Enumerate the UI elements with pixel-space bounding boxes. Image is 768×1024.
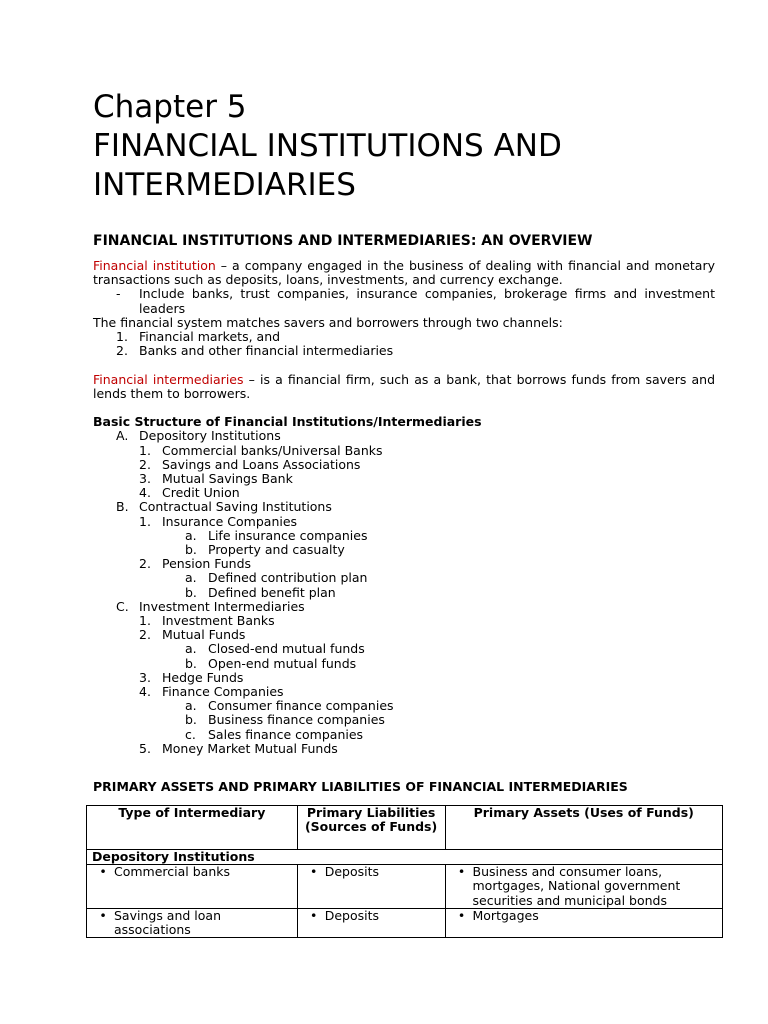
outline-item (93, 713, 715, 727)
financial-institution-text: – a company engaged in the business of dealing with financial and monetary transactions such as deposits, loans, investments, and currency exchange. (93, 258, 715, 288)
outline-marker: 3. (139, 669, 151, 685)
table-cell-assets (445, 908, 723, 937)
outline-item (93, 486, 715, 500)
cell-text: Deposits (324, 864, 379, 880)
primary-heading: PRIMARY ASSETS AND PRIMARY LIABILITIES OF FINANCIAL INTERMEDIARIES (93, 779, 628, 795)
outline-marker: a. (185, 570, 197, 586)
outline-item-text: Investment Banks (162, 613, 275, 629)
outline-item (93, 444, 715, 458)
financial-institution-definition (93, 259, 715, 287)
column-header-type: Type of Intermediary (87, 806, 298, 850)
cell-text: Mortgages (472, 907, 539, 923)
structure-heading: Basic Structure of Financial Institutions/Intermediaries (93, 414, 482, 430)
outline-marker: c. (185, 726, 196, 742)
dash-marker: - (116, 286, 121, 302)
bullet-item (92, 865, 292, 879)
outline-item-text: Investment Intermediaries (139, 598, 305, 614)
section-depository-institutions: Depository Institutions (87, 850, 723, 865)
outline-item-text: Defined benefit plan (208, 584, 336, 600)
outline-marker: b. (185, 542, 197, 558)
list-item-text: Financial markets, and (139, 329, 281, 345)
channels-intro: The financial system matches savers and borrowers through two channels: (93, 314, 563, 330)
outline-item (93, 500, 715, 514)
bullet-item (451, 909, 718, 923)
outline-item (93, 742, 715, 756)
outline-item-text: Commercial banks/Universal Banks (162, 442, 383, 458)
outline-item (93, 685, 715, 699)
list-number: 2. (116, 343, 128, 359)
chapter-name-line-1: FINANCIAL INSTITUTIONS AND (93, 128, 562, 164)
bullet-dot: • (310, 907, 318, 923)
table-cell-liabilities (297, 908, 445, 937)
table-cell-liabilities (297, 865, 445, 909)
table-row (87, 908, 723, 937)
cell-text: Business and consumer loans, mortgages, National government securities and municipal bonds (472, 864, 681, 908)
bullet-dot: • (457, 907, 466, 923)
outline-item-text: Consumer finance companies (208, 698, 394, 714)
outline-marker: C. (116, 598, 129, 614)
table-body (87, 865, 723, 938)
outline-marker: b. (185, 655, 197, 671)
table-cell-assets (445, 865, 723, 909)
table-header-row (87, 806, 723, 850)
outline-item (93, 458, 715, 472)
outline-item (93, 529, 715, 543)
primary-assets-table (86, 805, 723, 938)
outline-marker: 4. (139, 485, 151, 501)
outline-marker: 4. (139, 684, 151, 700)
cell-text: Savings and loan associations (114, 907, 222, 938)
bullet-dot: • (310, 864, 318, 880)
outline-item-text: Property and casualty (208, 542, 345, 558)
outline-marker: a. (185, 698, 197, 714)
outline-marker: 2. (139, 627, 151, 643)
chapter-name-line-2: INTERMEDIARIES (93, 167, 356, 203)
outline-item (93, 657, 715, 671)
outline-marker: B. (116, 499, 129, 515)
outline-item (93, 642, 715, 656)
outline-marker: 1. (139, 442, 151, 458)
financial-institution-bullet (93, 287, 715, 315)
table-row (87, 865, 723, 909)
outline-item-text: Money Market Mutual Funds (162, 740, 338, 756)
channel-item (93, 330, 715, 344)
outline-item-text: Depository Institutions (139, 428, 281, 444)
bullet-item (451, 865, 718, 908)
outline-marker: 2. (139, 456, 151, 472)
chapter-number: Chapter 5 (93, 89, 247, 125)
outline-marker: b. (185, 712, 197, 728)
bullet-item (303, 865, 440, 879)
outline-item (93, 429, 715, 443)
outline-marker: A. (116, 428, 129, 444)
financial-intermediaries-term: Financial intermediaries (93, 371, 244, 387)
outline-item (93, 472, 715, 486)
financial-intermediaries-text: – is a financial firm, such as a bank, that borrows funds from savers and lends them to borrowers. (93, 371, 715, 401)
financial-intermediaries-definition (93, 373, 715, 401)
outline-item-text: Contractual Saving Institutions (139, 499, 332, 515)
outline-item-text: Business finance companies (208, 712, 385, 728)
outline-marker: a. (185, 641, 197, 657)
financial-institution-bullet-text: Include banks, trust companies, insurance companies, brokerage firms and investment leaders (139, 286, 715, 316)
outline-marker: 1. (139, 513, 151, 529)
overview-heading: FINANCIAL INSTITUTIONS AND INTERMEDIARIES: AN OVERVIEW (93, 233, 593, 249)
bullet-item (303, 909, 440, 923)
channels-list (93, 330, 715, 358)
outline-item (93, 614, 715, 628)
outline-item (93, 628, 715, 642)
outline-item-text: Life insurance companies (208, 527, 368, 543)
outline-item-text: Finance Companies (162, 684, 284, 700)
outline-item-text: Sales finance companies (208, 726, 364, 742)
column-header-liabilities: Primary Liabilities (Sources of Funds) (297, 806, 445, 850)
table-section-row (87, 850, 723, 865)
outline-item (93, 571, 715, 585)
bullet-dot: • (457, 864, 466, 880)
outline-item (93, 728, 715, 742)
outline-item (93, 600, 715, 614)
list-number: 1. (116, 329, 128, 345)
outline-item (93, 699, 715, 713)
outline-item-text: Mutual Funds (162, 627, 246, 643)
outline-item-text: Open-end mutual funds (208, 655, 357, 671)
outline-item-text: Savings and Loans Associations (162, 456, 361, 472)
outline-marker: 3. (139, 471, 151, 487)
outline-item-text: Closed-end mutual funds (208, 641, 365, 657)
outline-marker: 1. (139, 613, 151, 629)
outline-marker: a. (185, 527, 197, 543)
outline-marker: 5. (139, 740, 151, 756)
outline-item (93, 557, 715, 571)
document-page (93, 88, 715, 794)
bullet-dot: • (99, 864, 107, 880)
outline-item (93, 586, 715, 600)
cell-text: Deposits (324, 907, 379, 923)
financial-institution-term: Financial institution (93, 258, 216, 273)
outline-item-text: Mutual Savings Bank (162, 471, 293, 487)
column-header-assets: Primary Assets (Uses of Funds) (445, 806, 723, 850)
outline-item (93, 671, 715, 685)
outline-item-text: Insurance Companies (162, 513, 298, 529)
outline-item-text: Hedge Funds (162, 669, 244, 685)
outline-item-text: Pension Funds (162, 556, 252, 572)
bullet-item (92, 909, 292, 937)
outline-item (93, 515, 715, 529)
outline-item-text: Credit Union (162, 485, 240, 501)
outline-marker: b. (185, 584, 197, 600)
list-item-text: Banks and other financial intermediaries (139, 343, 394, 359)
bullet-dot: • (99, 907, 107, 923)
outline-item-text: Defined contribution plan (208, 570, 368, 586)
chapter-title (93, 88, 715, 205)
table-cell-type (87, 865, 298, 909)
structure-outline (93, 429, 715, 756)
channel-item (93, 344, 715, 358)
table-cell-type (87, 908, 298, 937)
outline-marker: 2. (139, 556, 151, 572)
cell-text: Commercial banks (114, 864, 231, 880)
outline-item (93, 543, 715, 557)
